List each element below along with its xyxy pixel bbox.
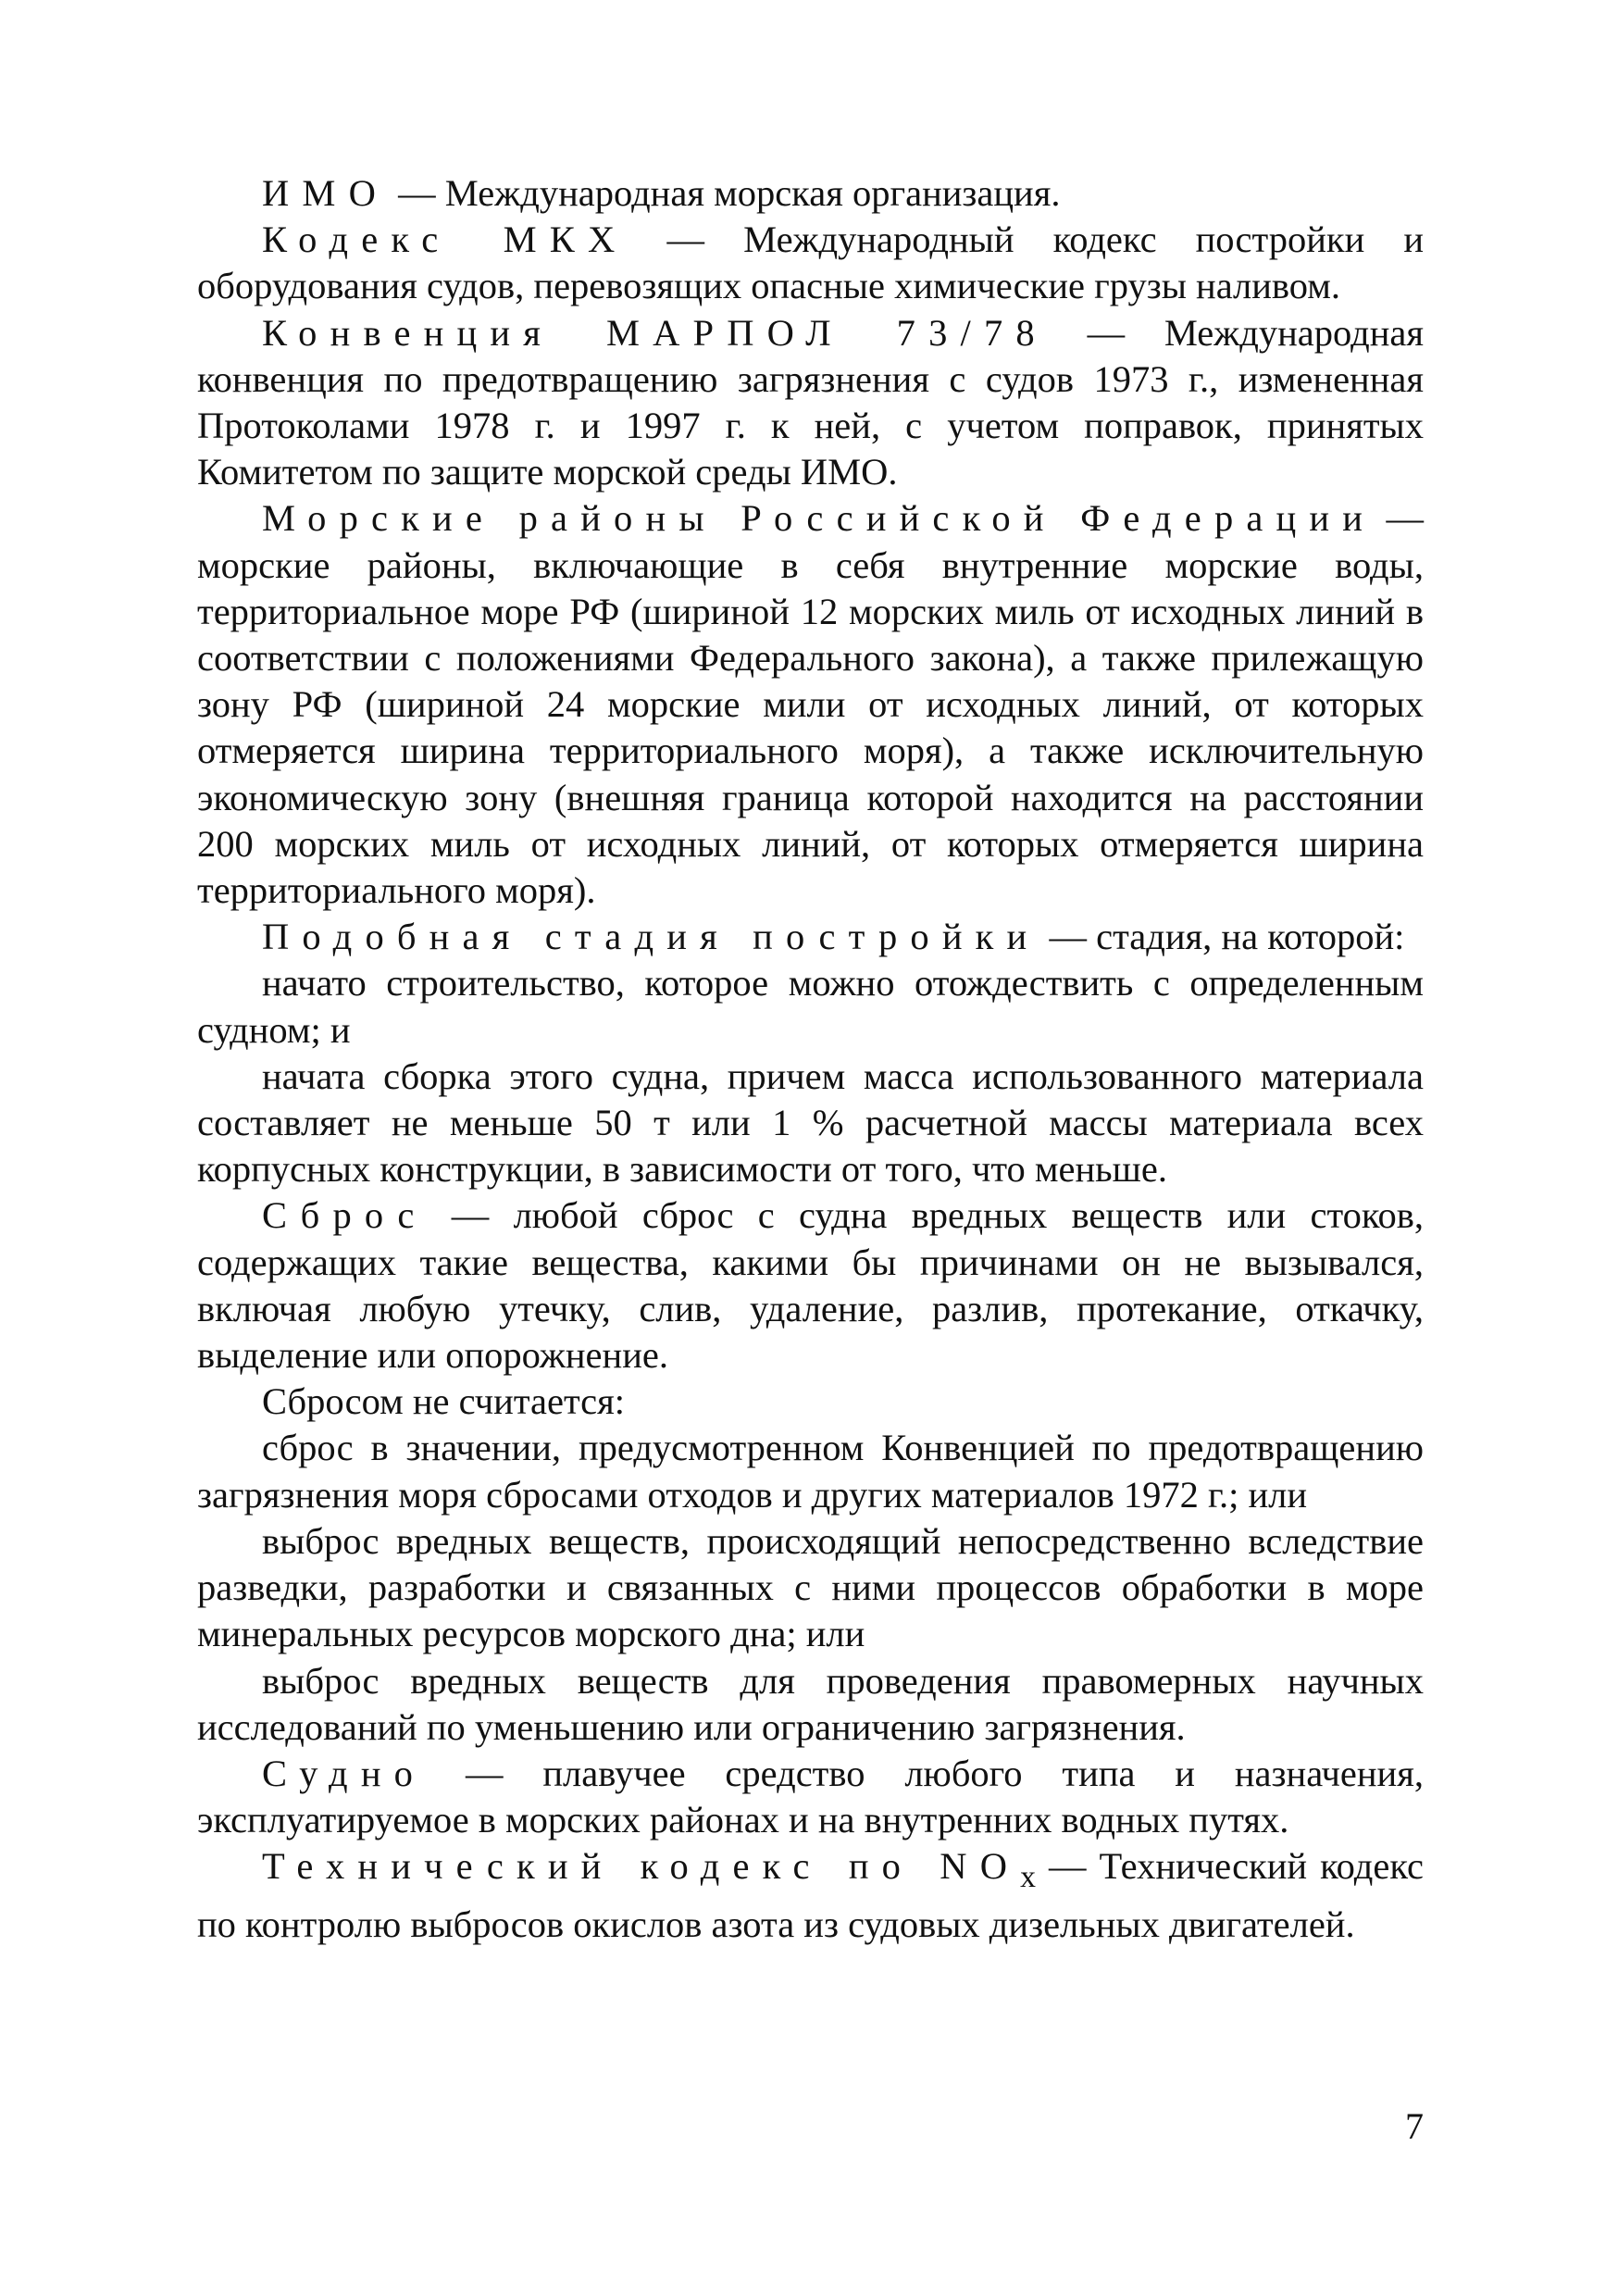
definition: — стадия, на которой: bbox=[1039, 916, 1405, 958]
term: Морские районы Российской Федерации bbox=[262, 497, 1376, 540]
paragraph-dumping bbox=[197, 1425, 1424, 1517]
paragraph-release-research bbox=[197, 1658, 1424, 1751]
paragraph-nox-code bbox=[197, 1843, 1424, 1948]
definition: — плавучее средство любого типа и назначения, эксплуатируемое в морских районах и на внутренних водных путях. bbox=[197, 1752, 1424, 1841]
paragraph-text: начато строительство, которое можно отождествить с определенным судном; и bbox=[197, 962, 1424, 1051]
paragraph-not-discharge bbox=[197, 1379, 1424, 1425]
definition: — Международная конвенция по предотвращению загрязнения с судов 1973 г., измененная Протоколами 1978 г. и 1997 г. к ней, с учетом поправок, принятых Комитетом по защите морской среды ИМО. bbox=[197, 311, 1424, 493]
term: Подобная стадия постройки bbox=[262, 916, 1040, 958]
definition: — Технический кодекс по контролю выбросов окислов азота из судовых дизельных двигателей. bbox=[197, 1845, 1424, 1945]
term: Кодекс МКХ bbox=[262, 218, 629, 261]
term: Судно bbox=[262, 1752, 427, 1794]
paragraph-discharge bbox=[197, 1192, 1424, 1379]
paragraph-similar-stage bbox=[197, 914, 1424, 960]
paragraph-text: выброс вредных веществ, происходящий непосредственно вследствие разведки, разработки и связанных с ними процессов обработки в море минеральных ресурсов морского дна; или bbox=[197, 1519, 1424, 1655]
paragraph-release-exploration bbox=[197, 1518, 1424, 1658]
paragraph-text: выброс вредных веществ для проведения правомерных научных исследований по уменьшению или ограничению загрязнения. bbox=[197, 1659, 1424, 1748]
body-text bbox=[197, 170, 1424, 1948]
paragraph-text: начата сборка этого судна, причем масса использованного материала составляет не меньше 50 т или 1 % расчетной массы материала всех корпусных конструкции, в зависимости от того, что меньше. bbox=[197, 1054, 1424, 1191]
term: Конвенция МАРПОЛ 73/78 bbox=[262, 311, 1048, 354]
paragraph-text: Сбросом не считается: bbox=[262, 1380, 626, 1423]
paragraph-text: сброс в значении, предусмотренном Конвенцией по предотвращению загрязнения моря сбросами отходов и других материалов 1972 г.; или bbox=[197, 1427, 1424, 1516]
term: Сброс bbox=[262, 1194, 428, 1237]
definition: — Международный кодекс постройки и оборудования судов, перевозящих опасные химические грузы наливом. bbox=[197, 218, 1425, 307]
definition: — морские районы, включающие в себя внутренние морские воды, территориальное море РФ (шириной 12 морских миль от исходных линий в соответствии с положениями Федерального закона), а также прилежащую зону РФ (шириной 24 морские мили от исходных линий, от которых отмеряется ширина территориального моря), а также исключительную экономическую зону (внешняя граница которой находится на расстоянии 200 морских миль от исходных линий, от которых отмеряется ширина территориального моря). bbox=[197, 497, 1424, 912]
page-number: 7 bbox=[1405, 2105, 1424, 2147]
paragraph-imo bbox=[197, 170, 1424, 217]
paragraph-construction-begun bbox=[197, 960, 1424, 1053]
paragraph-ship bbox=[197, 1751, 1424, 1843]
paragraph-assembly-begun bbox=[197, 1054, 1424, 1193]
term: Технический кодекс по NO bbox=[262, 1845, 1021, 1888]
subscript: x bbox=[1020, 1860, 1036, 1895]
term: ИМО bbox=[262, 172, 390, 214]
paragraph-mkh-code bbox=[197, 217, 1424, 309]
definition: — Международная морская организация. bbox=[389, 172, 1061, 214]
paragraph-marpol bbox=[197, 310, 1424, 496]
definition: — любой сброс с судна вредных веществ или стоков, содержащих такие вещества, какими бы причинами он не вызывался, включая любую утечку, слив, удаление, разлив, протекание, откачку, выделение или опорожнение. bbox=[197, 1194, 1424, 1377]
paragraph-sea-areas bbox=[197, 495, 1424, 914]
